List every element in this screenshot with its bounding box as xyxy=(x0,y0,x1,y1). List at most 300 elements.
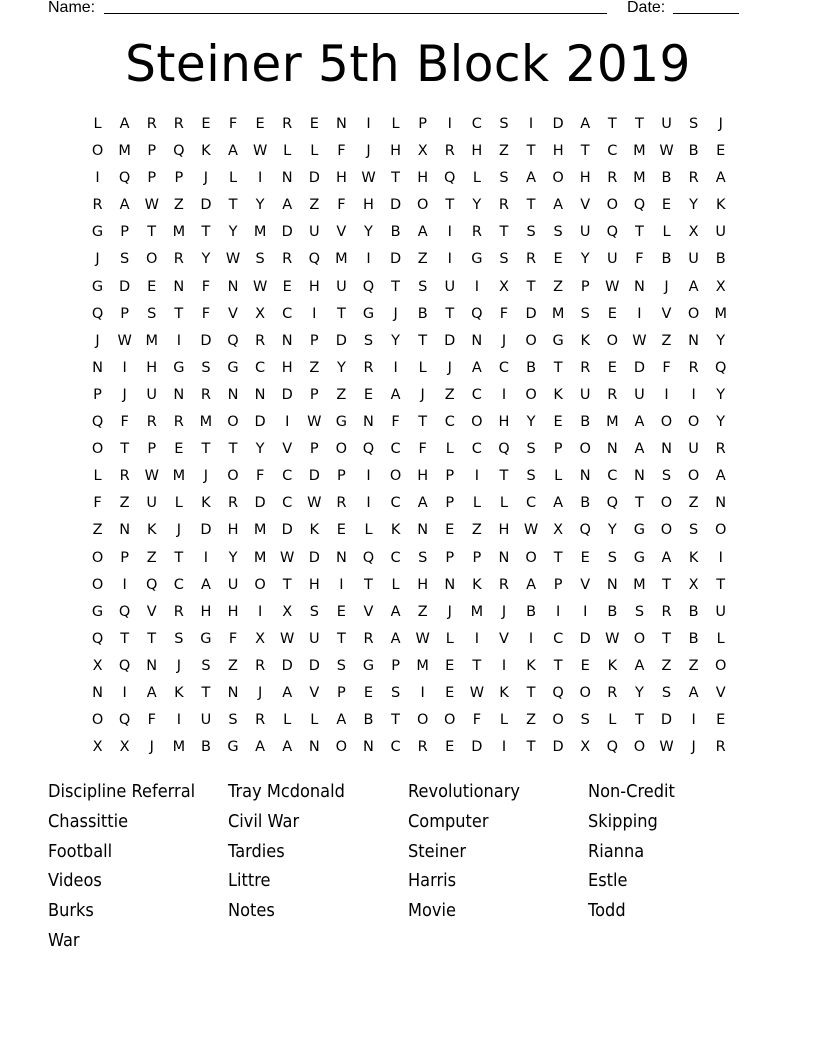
grid-letter[interactable]: A xyxy=(200,576,211,593)
grid-letter[interactable]: I xyxy=(474,630,479,647)
grid-letter[interactable]: M xyxy=(606,414,619,431)
grid-letter[interactable]: E xyxy=(445,684,455,701)
grid-letter[interactable]: S xyxy=(201,657,211,674)
grid-letter[interactable]: O xyxy=(552,170,564,187)
grid-letter[interactable]: H xyxy=(308,576,320,593)
grid-letter[interactable]: A xyxy=(390,603,401,620)
grid-letter[interactable]: T xyxy=(472,657,482,674)
grid-letter[interactable]: G xyxy=(200,630,212,647)
grid-letter[interactable]: O xyxy=(91,712,104,729)
grid-letter[interactable]: A xyxy=(417,224,428,241)
grid-letter[interactable]: O xyxy=(254,576,266,593)
grid-letter[interactable]: P xyxy=(553,576,563,593)
grid-letter[interactable]: G xyxy=(362,305,375,322)
grid-letter[interactable]: R xyxy=(92,197,103,214)
grid-letter[interactable]: Y xyxy=(228,549,238,566)
grid-letter[interactable]: E xyxy=(363,684,374,701)
grid-letter[interactable]: R xyxy=(607,684,618,701)
grid-letter[interactable]: I xyxy=(203,549,209,566)
grid-letter[interactable]: A xyxy=(282,739,293,756)
grid-letter[interactable]: X xyxy=(688,576,699,593)
grid-letter[interactable]: L xyxy=(418,359,427,376)
grid-letter[interactable]: X xyxy=(553,522,564,539)
grid-letter[interactable]: H xyxy=(390,143,402,160)
grid-letter[interactable]: I xyxy=(637,305,642,322)
grid-letter[interactable]: O xyxy=(687,305,700,322)
grid-letter[interactable]: Q xyxy=(606,739,619,756)
grid-letter[interactable]: F xyxy=(635,251,644,268)
grid-letter[interactable]: A xyxy=(417,495,428,512)
grid-letter[interactable]: E xyxy=(716,143,726,160)
grid-letter[interactable]: T xyxy=(174,305,184,322)
grid-letter[interactable]: I xyxy=(501,739,507,756)
grid-letter[interactable]: L xyxy=(608,712,617,729)
grid-letter[interactable]: M xyxy=(714,305,727,322)
grid-letter[interactable]: M xyxy=(253,549,267,566)
grid-letter[interactable]: H xyxy=(417,170,429,187)
grid-letter[interactable]: U xyxy=(715,224,727,241)
grid-letter[interactable]: V xyxy=(580,197,591,214)
grid-letter[interactable]: E xyxy=(336,522,346,539)
grid-letter[interactable]: T xyxy=(553,549,563,566)
grid-letter[interactable]: S xyxy=(336,657,346,674)
grid-letter[interactable]: B xyxy=(526,603,537,620)
grid-letter[interactable]: T xyxy=(364,576,373,593)
grid-letter[interactable]: A xyxy=(526,170,536,187)
grid-letter[interactable]: P xyxy=(337,468,346,485)
grid-letter[interactable]: G xyxy=(91,224,104,241)
grid-letter[interactable]: C xyxy=(471,441,482,458)
grid-letter[interactable]: Q xyxy=(118,712,131,729)
grid-letter[interactable]: M xyxy=(633,143,646,160)
grid-letter[interactable]: A xyxy=(688,684,699,701)
grid-letter[interactable]: W xyxy=(252,143,268,160)
grid-letter[interactable]: B xyxy=(688,143,699,160)
grid-letter[interactable]: K xyxy=(526,657,536,674)
grid-letter[interactable]: L xyxy=(445,441,454,458)
grid-letter[interactable]: P xyxy=(309,386,319,403)
grid-letter[interactable]: X xyxy=(715,278,726,295)
grid-letter[interactable]: N xyxy=(579,468,591,485)
grid-letter[interactable]: A xyxy=(146,684,157,701)
grid-letter[interactable]: C xyxy=(255,359,266,376)
grid-letter[interactable]: K xyxy=(201,495,211,512)
grid-letter[interactable]: O xyxy=(660,495,673,512)
grid-letter[interactable]: N xyxy=(227,684,239,701)
grid-letter[interactable]: O xyxy=(687,414,700,431)
grid-letter[interactable]: Y xyxy=(716,332,726,349)
grid-letter[interactable]: V xyxy=(661,305,672,322)
grid-letter[interactable]: N xyxy=(335,116,347,132)
grid-letter[interactable]: D xyxy=(335,332,347,349)
grid-letter[interactable]: T xyxy=(282,576,292,593)
grid-letter[interactable]: S xyxy=(309,603,319,620)
grid-letter[interactable]: K xyxy=(201,143,211,160)
grid-letter[interactable]: M xyxy=(335,251,348,268)
grid-letter[interactable]: N xyxy=(498,549,510,566)
grid-letter[interactable]: V xyxy=(282,441,293,458)
grid-letter[interactable]: Y xyxy=(634,684,644,701)
grid-letter[interactable]: Q xyxy=(362,549,375,566)
grid-letter[interactable]: J xyxy=(176,657,181,674)
grid-letter[interactable]: R xyxy=(498,197,509,214)
grid-letter[interactable]: H xyxy=(335,170,347,187)
grid-letter[interactable]: J xyxy=(203,468,209,485)
grid-letter[interactable]: T xyxy=(418,332,428,349)
grid-letter[interactable]: N xyxy=(606,441,618,458)
grid-letter[interactable]: H xyxy=(227,522,239,539)
grid-letter[interactable]: F xyxy=(418,441,427,458)
grid-letter[interactable]: A xyxy=(282,197,293,214)
grid-letter[interactable]: X xyxy=(282,603,293,620)
grid-letter[interactable]: A xyxy=(119,116,130,132)
grid-letter[interactable]: S xyxy=(580,305,590,322)
grid-letter[interactable]: D xyxy=(119,278,131,295)
grid-letter[interactable]: Q xyxy=(444,170,456,187)
grid-letter[interactable]: R xyxy=(173,414,184,431)
grid-letter[interactable]: J xyxy=(176,522,181,539)
grid-letter[interactable]: Q xyxy=(552,684,564,701)
grid-letter[interactable]: X xyxy=(255,630,266,647)
grid-letter[interactable]: N xyxy=(227,386,239,403)
grid-letter[interactable]: Y xyxy=(364,224,373,241)
grid-letter[interactable]: L xyxy=(499,712,508,729)
grid-letter[interactable]: T xyxy=(716,576,726,593)
grid-letter[interactable]: A xyxy=(661,549,672,566)
grid-letter[interactable]: L xyxy=(93,116,102,132)
grid-letter[interactable]: F xyxy=(147,712,156,729)
grid-letter[interactable]: T xyxy=(418,414,428,431)
grid-letter[interactable]: O xyxy=(714,657,727,674)
grid-letter[interactable]: I xyxy=(366,251,371,268)
grid-letter[interactable]: I xyxy=(339,576,344,593)
grid-letter[interactable]: A xyxy=(634,657,645,674)
grid-letter[interactable]: G xyxy=(227,739,239,756)
grid-letter[interactable]: W xyxy=(307,495,322,512)
grid-letter[interactable]: Q xyxy=(362,441,375,458)
grid-letter[interactable]: T xyxy=(607,116,617,132)
grid-letter[interactable]: O xyxy=(91,576,104,593)
grid-letter[interactable]: P xyxy=(472,549,482,566)
grid-letter[interactable]: B xyxy=(688,630,699,647)
grid-letter[interactable]: I xyxy=(501,386,507,403)
grid-letter[interactable]: R xyxy=(417,739,428,756)
grid-letter[interactable]: D xyxy=(200,332,212,349)
grid-letter[interactable]: N xyxy=(119,522,131,539)
grid-letter[interactable]: T xyxy=(553,359,563,376)
grid-letter[interactable]: T xyxy=(120,630,130,647)
grid-letter[interactable]: G xyxy=(552,332,564,349)
grid-letter[interactable]: I xyxy=(257,603,263,620)
grid-letter[interactable]: A xyxy=(634,441,645,458)
grid-letter[interactable]: S xyxy=(228,712,238,729)
grid-letter[interactable]: U xyxy=(146,386,158,403)
grid-letter[interactable]: J xyxy=(501,603,507,620)
grid-letter[interactable]: J xyxy=(122,386,127,403)
grid-letter[interactable]: H xyxy=(200,603,212,620)
grid-letter[interactable]: N xyxy=(688,332,700,349)
grid-letter[interactable]: S xyxy=(526,224,536,241)
grid-letter[interactable]: O xyxy=(660,414,673,431)
grid-letter[interactable]: S xyxy=(418,549,428,566)
grid-letter[interactable]: T xyxy=(634,224,644,241)
grid-letter[interactable]: Y xyxy=(336,359,346,376)
grid-letter[interactable]: E xyxy=(553,251,563,268)
grid-letter[interactable]: F xyxy=(228,116,238,132)
grid-letter[interactable]: Q xyxy=(118,603,131,620)
grid-letter[interactable]: I xyxy=(95,170,100,187)
grid-letter[interactable]: N xyxy=(227,278,239,295)
grid-letter[interactable]: P xyxy=(309,332,319,349)
grid-letter[interactable]: U xyxy=(336,278,347,295)
grid-letter[interactable]: W xyxy=(469,684,485,701)
grid-letter[interactable]: E xyxy=(445,739,455,756)
grid-letter[interactable]: O xyxy=(416,712,429,729)
grid-letter[interactable]: Z xyxy=(688,495,699,512)
grid-letter[interactable]: P xyxy=(120,224,130,241)
grid-letter[interactable]: T xyxy=(120,441,130,458)
grid-letter[interactable]: T xyxy=(634,712,644,729)
grid-letter[interactable]: P xyxy=(418,116,428,132)
grid-letter[interactable]: I xyxy=(122,684,127,701)
grid-letter[interactable]: O xyxy=(91,549,104,566)
grid-letter[interactable]: A xyxy=(553,495,564,512)
grid-letter[interactable]: D xyxy=(254,495,266,512)
grid-letter[interactable]: W xyxy=(632,332,647,349)
grid-letter[interactable]: E xyxy=(553,414,563,431)
grid-letter[interactable]: T xyxy=(526,684,536,701)
grid-letter[interactable]: N xyxy=(254,386,266,403)
grid-letter[interactable]: D xyxy=(254,414,266,431)
grid-letter[interactable]: R xyxy=(688,359,699,376)
grid-letter[interactable]: E xyxy=(580,657,590,674)
grid-letter[interactable]: T xyxy=(336,630,346,647)
grid-letter[interactable]: M xyxy=(633,170,646,187)
grid-letter[interactable]: Z xyxy=(119,495,130,512)
grid-letter[interactable]: Y xyxy=(255,441,265,458)
grid-letter[interactable]: I xyxy=(122,359,127,376)
grid-letter[interactable]: F xyxy=(662,359,671,376)
grid-letter[interactable]: R xyxy=(498,576,509,593)
grid-letter[interactable]: H xyxy=(227,603,239,620)
grid-letter[interactable]: Y xyxy=(472,197,482,214)
grid-letter[interactable]: R xyxy=(715,441,726,458)
grid-letter[interactable]: M xyxy=(253,224,267,241)
grid-letter[interactable]: V xyxy=(715,684,726,701)
grid-letter[interactable]: R xyxy=(146,116,157,132)
grid-letter[interactable]: L xyxy=(310,143,319,160)
grid-letter[interactable]: Z xyxy=(661,657,672,674)
grid-letter[interactable]: U xyxy=(227,576,239,593)
grid-letter[interactable]: T xyxy=(662,576,671,593)
grid-letter[interactable]: Q xyxy=(362,278,375,295)
grid-letter[interactable]: T xyxy=(662,630,671,647)
grid-letter[interactable]: Y xyxy=(716,386,726,403)
grid-letter[interactable]: S xyxy=(174,630,184,647)
grid-letter[interactable]: X xyxy=(688,224,699,241)
grid-letter[interactable]: F xyxy=(228,630,238,647)
grid-letter[interactable]: V xyxy=(498,630,509,647)
grid-letter[interactable]: J xyxy=(95,332,100,349)
grid-letter[interactable]: I xyxy=(474,468,479,485)
grid-letter[interactable]: D xyxy=(200,197,212,214)
grid-letter[interactable]: U xyxy=(607,251,618,268)
grid-letter[interactable]: N xyxy=(173,278,185,295)
grid-letter[interactable]: T xyxy=(147,630,157,647)
grid-letter[interactable]: L xyxy=(472,170,481,187)
grid-letter[interactable]: Q xyxy=(606,224,619,241)
grid-letter[interactable]: C xyxy=(471,386,482,403)
grid-letter[interactable]: L xyxy=(554,468,563,485)
grid-letter[interactable]: Z xyxy=(471,522,482,539)
grid-letter[interactable]: C xyxy=(471,116,482,132)
grid-letter[interactable]: N xyxy=(308,739,320,756)
grid-letter[interactable]: L xyxy=(174,495,183,512)
grid-letter[interactable]: B xyxy=(200,739,211,756)
grid-letter[interactable]: E xyxy=(661,197,672,214)
grid-letter[interactable]: Z xyxy=(92,522,103,539)
grid-letter[interactable]: F xyxy=(391,414,400,431)
grid-letter[interactable]: S xyxy=(580,712,590,729)
grid-letter[interactable]: L xyxy=(228,170,238,187)
grid-letter[interactable]: S xyxy=(363,332,374,349)
grid-letter[interactable]: K xyxy=(688,549,699,566)
grid-letter[interactable]: K xyxy=(390,522,401,539)
grid-letter[interactable]: I xyxy=(366,468,371,485)
grid-letter[interactable]: W xyxy=(605,630,620,647)
grid-letter[interactable]: R xyxy=(173,251,184,268)
grid-letter[interactable]: N xyxy=(606,576,618,593)
grid-letter[interactable]: Q xyxy=(118,657,131,674)
grid-letter[interactable]: W xyxy=(280,630,295,647)
grid-letter[interactable]: Q xyxy=(91,414,104,431)
grid-letter[interactable]: P xyxy=(580,278,590,295)
grid-letter[interactable]: F xyxy=(472,712,482,729)
grid-letter[interactable]: U xyxy=(308,630,320,647)
grid-letter[interactable]: C xyxy=(498,359,510,376)
grid-letter[interactable]: X xyxy=(119,739,130,756)
grid-letter[interactable]: E xyxy=(607,305,617,322)
grid-letter[interactable]: C xyxy=(390,549,401,566)
grid-letter[interactable]: W xyxy=(361,170,376,187)
grid-letter[interactable]: H xyxy=(498,414,510,431)
grid-letter[interactable]: D xyxy=(200,522,212,539)
grid-letter[interactable]: L xyxy=(716,630,725,647)
grid-letter[interactable]: U xyxy=(688,251,699,268)
grid-letter[interactable]: C xyxy=(444,414,455,431)
grid-letter[interactable]: W xyxy=(605,278,620,295)
grid-letter[interactable]: G xyxy=(335,414,348,431)
grid-letter[interactable]: A xyxy=(688,278,699,295)
grid-letter[interactable]: R xyxy=(146,414,157,431)
grid-letter[interactable]: C xyxy=(607,143,618,160)
grid-letter[interactable]: I xyxy=(583,603,588,620)
grid-letter[interactable]: Y xyxy=(228,224,238,241)
grid-letter[interactable]: C xyxy=(525,495,537,512)
grid-letter[interactable]: O xyxy=(714,522,727,539)
grid-letter[interactable]: A xyxy=(526,576,536,593)
grid-letter[interactable]: L xyxy=(445,630,454,647)
grid-letter[interactable]: T xyxy=(391,712,400,729)
grid-letter[interactable]: K xyxy=(553,386,563,403)
grid-letter[interactable]: X xyxy=(498,278,509,295)
grid-letter[interactable]: J xyxy=(257,684,263,701)
grid-letter[interactable]: I xyxy=(312,305,317,322)
grid-letter[interactable]: F xyxy=(201,305,211,322)
grid-letter[interactable]: X xyxy=(255,305,266,322)
grid-letter[interactable]: V xyxy=(363,603,374,620)
grid-letter[interactable]: U xyxy=(579,224,591,241)
grid-letter[interactable]: L xyxy=(283,143,292,160)
grid-letter[interactable]: Z xyxy=(417,603,428,620)
grid-letter[interactable]: H xyxy=(363,197,374,214)
grid-letter[interactable]: B xyxy=(580,414,591,431)
grid-letter[interactable]: T xyxy=(391,278,400,295)
grid-letter[interactable]: I xyxy=(257,170,263,187)
grid-letter[interactable]: V xyxy=(228,305,238,322)
grid-letter[interactable]: D xyxy=(471,739,483,756)
grid-letter[interactable]: E xyxy=(445,522,455,539)
grid-letter[interactable]: O xyxy=(471,414,483,431)
grid-letter[interactable]: A xyxy=(390,386,401,403)
grid-letter[interactable]: Y xyxy=(580,251,590,268)
grid-letter[interactable]: Q xyxy=(498,441,510,458)
grid-letter[interactable]: O xyxy=(91,441,104,458)
grid-letter[interactable]: Q xyxy=(91,630,104,647)
grid-letter[interactable]: I xyxy=(447,251,452,268)
grid-letter[interactable]: R xyxy=(282,116,293,132)
grid-letter[interactable]: Q xyxy=(606,495,619,512)
grid-letter[interactable]: T xyxy=(228,197,238,214)
grid-letter[interactable]: D xyxy=(389,197,402,214)
grid-letter[interactable]: R xyxy=(471,224,482,241)
grid-letter[interactable]: J xyxy=(447,359,452,376)
grid-letter[interactable]: Z xyxy=(444,386,455,403)
grid-letter[interactable]: F xyxy=(499,305,509,322)
grid-letter[interactable]: A xyxy=(634,414,645,431)
grid-letter[interactable]: A xyxy=(715,170,726,187)
grid-letter[interactable]: Y xyxy=(716,414,726,431)
grid-letter[interactable]: G xyxy=(633,522,646,539)
grid-letter[interactable]: G xyxy=(471,251,483,268)
grid-letter[interactable]: O xyxy=(687,468,700,485)
grid-letter[interactable]: W xyxy=(144,468,159,485)
grid-letter[interactable]: Y xyxy=(391,332,400,349)
grid-letter[interactable]: N xyxy=(363,739,374,756)
grid-letter[interactable]: I xyxy=(285,414,290,431)
grid-letter[interactable]: Z xyxy=(553,278,564,295)
grid-letter[interactable]: J xyxy=(420,386,425,403)
grid-letter[interactable]: Y xyxy=(607,522,617,539)
grid-letter[interactable]: P xyxy=(120,549,130,566)
grid-letter[interactable]: D xyxy=(281,224,293,241)
grid-letter[interactable]: Y xyxy=(526,414,536,431)
grid-letter[interactable]: I xyxy=(176,332,181,349)
grid-letter[interactable]: H xyxy=(498,522,510,539)
grid-letter[interactable]: H xyxy=(308,278,320,295)
grid-letter[interactable]: R xyxy=(580,359,591,376)
grid-letter[interactable]: E xyxy=(445,657,455,674)
grid-letter[interactable]: I xyxy=(691,712,696,729)
grid-letter[interactable]: S xyxy=(499,170,509,187)
grid-letter[interactable]: P xyxy=(553,441,563,458)
grid-letter[interactable]: D xyxy=(552,739,564,756)
grid-letter[interactable]: E xyxy=(309,116,319,132)
grid-letter[interactable]: K xyxy=(472,576,482,593)
grid-letter[interactable]: W xyxy=(144,197,159,214)
grid-letter[interactable]: N xyxy=(363,414,374,431)
grid-letter[interactable]: G xyxy=(633,549,646,566)
